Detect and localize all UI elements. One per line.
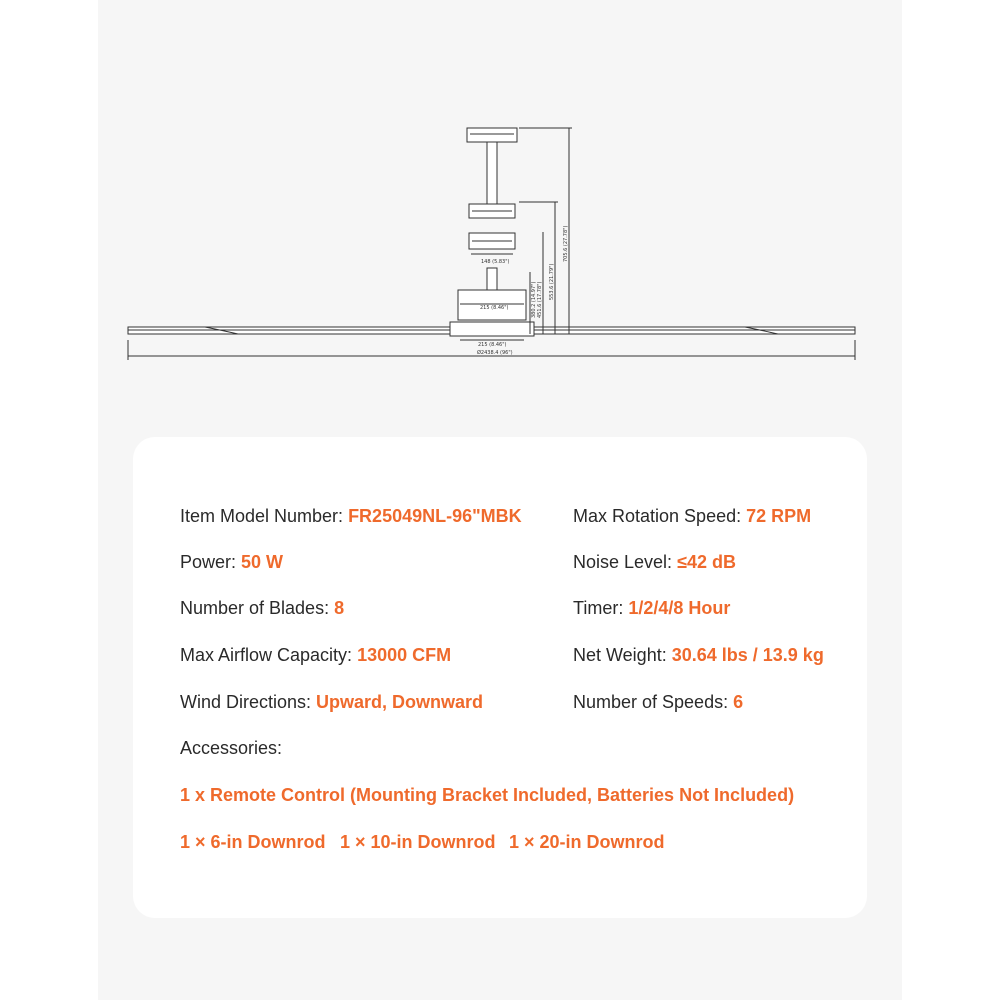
spec-model	[180, 505, 522, 527]
spec-label: Timer:	[573, 598, 629, 618]
spec-airflow	[180, 644, 451, 666]
accessories-label: Accessories:	[180, 738, 283, 758]
spec-label: Max Rotation Speed:	[573, 506, 747, 526]
spec-label: Wind Directions:	[180, 692, 317, 712]
spec-value: 30.64 lbs / 13.9 kg	[671, 645, 824, 665]
spec-timer	[573, 597, 730, 619]
accessory-downrod-10: 1 × 10-in Downrod	[340, 832, 496, 852]
spec-value: 8	[334, 598, 345, 618]
dim-motor-width: 215 (8.46")	[480, 305, 509, 311]
dim-hub-width: 215 (8.46")	[478, 342, 507, 348]
accessory-downrod-6: 1 × 6-in Downrod	[180, 832, 326, 852]
downrod	[487, 142, 497, 204]
canopy	[467, 128, 517, 142]
spec-label: Max Airflow Capacity:	[180, 645, 358, 665]
spec-blades	[180, 597, 344, 619]
spec-label: Power:	[180, 552, 242, 572]
spec-label: Noise Level:	[573, 552, 678, 572]
spec-label: Net Weight:	[573, 645, 672, 665]
spec-speeds	[573, 691, 743, 713]
dim-h-mid2: 553.6 (21.79")	[549, 263, 555, 300]
dim-span: Ø2438.4 (96")	[477, 350, 513, 356]
spec-value: 72 RPM	[746, 506, 812, 526]
spec-wind-directions	[180, 691, 483, 713]
spec-value: 1/2/4/8 Hour	[628, 598, 731, 618]
dim-h-mid: 451.6 (17.78")	[537, 281, 543, 318]
spec-label: Item Model Number:	[180, 506, 349, 526]
dim-mount-width: 148 (5.83")	[481, 259, 510, 265]
spec-label: Number of Speeds:	[573, 692, 734, 712]
spec-rotation-speed	[573, 505, 811, 527]
spec-power	[180, 551, 283, 573]
spec-value: 50 W	[241, 552, 284, 572]
spec-value: Upward, Downward	[316, 692, 484, 712]
spec-noise-level	[573, 551, 736, 573]
dim-h-short: 380.2 (14.97")	[531, 281, 537, 318]
spec-value: 6	[733, 692, 744, 712]
dim-h-total: 705.6 (27.78")	[563, 225, 569, 262]
spec-value: FR25049NL-96"MBK	[348, 506, 522, 526]
spec-value: 13000 CFM	[357, 645, 452, 665]
accessory-downrod-20: 1 × 20-in Downrod	[509, 832, 665, 852]
spec-value: ≤42 dB	[677, 552, 736, 572]
spec-net-weight	[573, 644, 824, 666]
hub	[450, 322, 534, 336]
fan-dimension-diagram	[0, 0, 1000, 420]
spec-label: Number of Blades:	[180, 598, 335, 618]
shaft	[487, 268, 497, 290]
accessory-remote: 1 x Remote Control (Mounting Bracket Included, Batteries Not Included)	[180, 785, 795, 805]
